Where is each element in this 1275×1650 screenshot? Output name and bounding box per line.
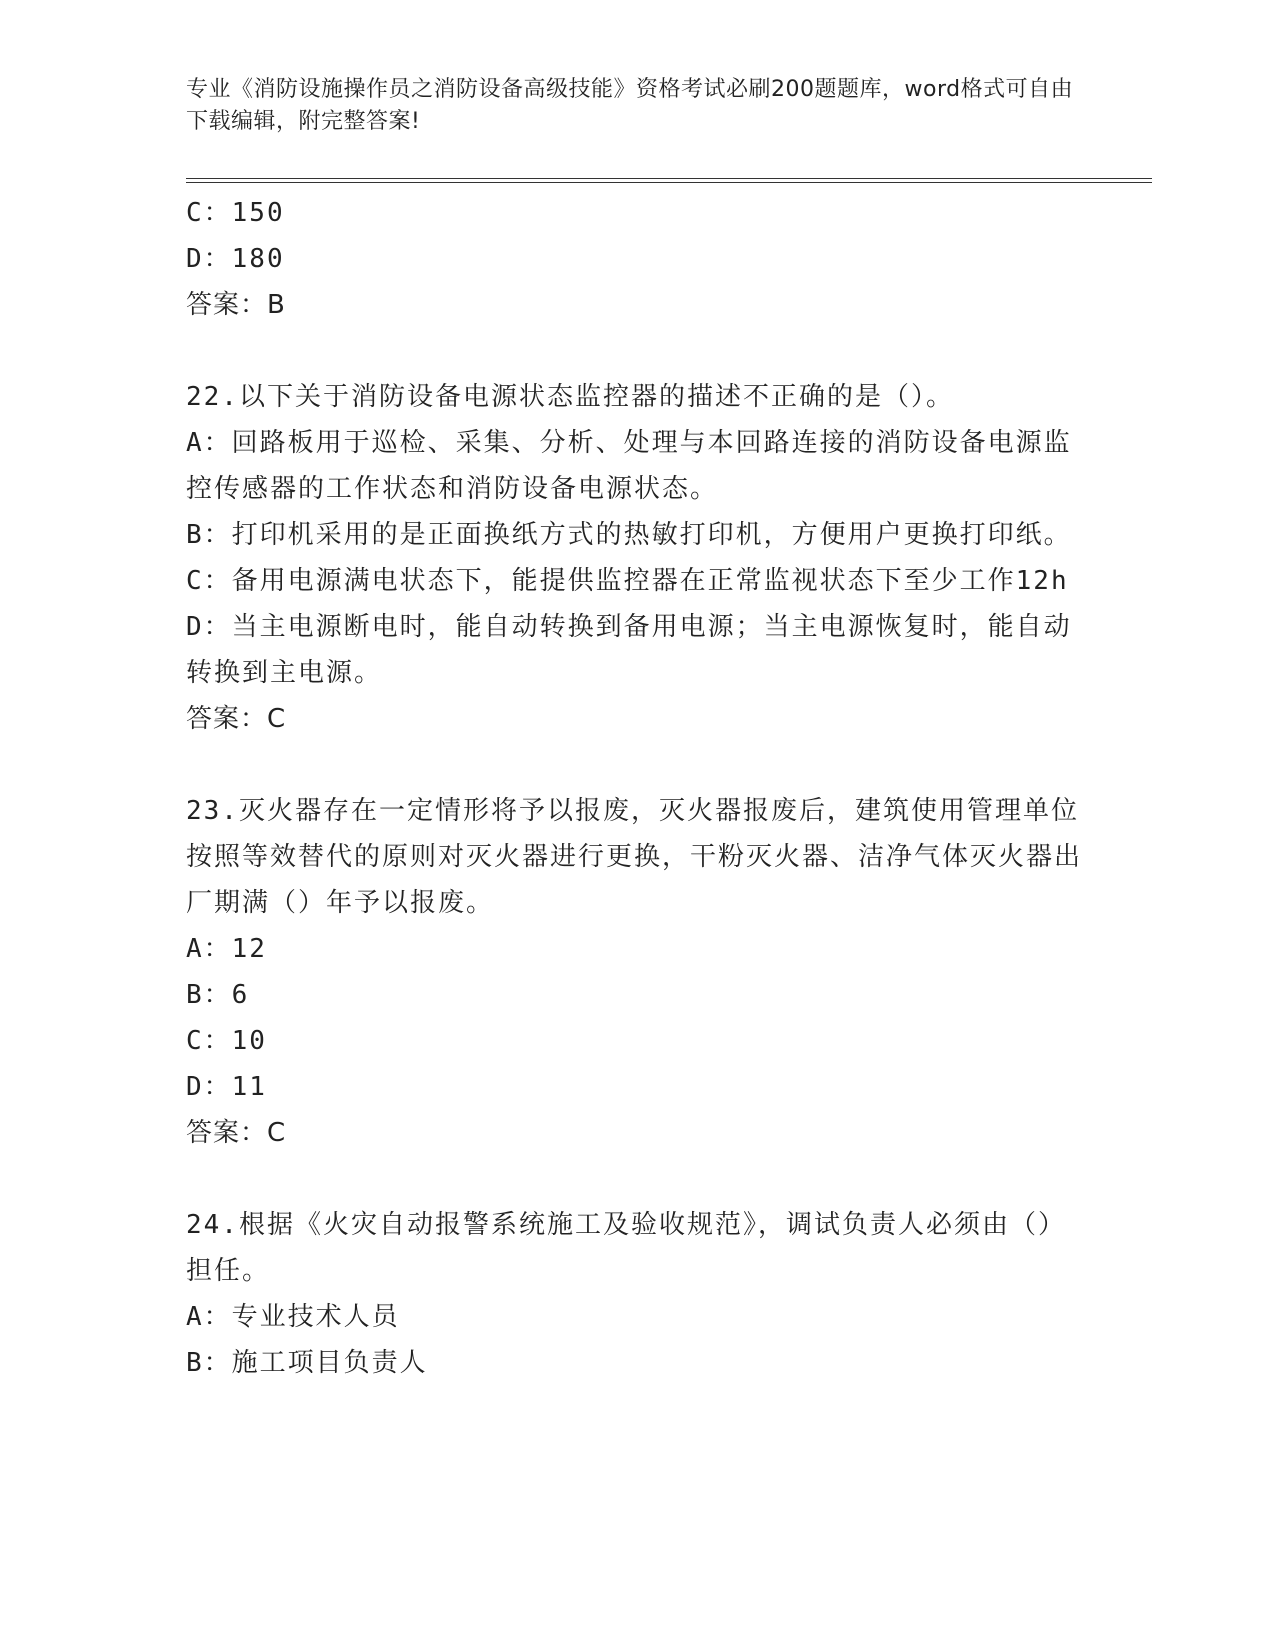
question-23	[186, 788, 1086, 1156]
answer-line: 答案：C	[186, 1118, 287, 1148]
option-d: D：当主电源断电时，能自动转换到备用电源；当主电源恢复时，能自动转换到主电源。	[186, 612, 1072, 688]
option-b: B：打印机采用的是正面换纸方式的热敏打印机，方便用户更换打印纸。	[186, 520, 1072, 550]
option-a: A：12	[186, 934, 267, 964]
option-b: B：施工项目负责人	[186, 1348, 428, 1378]
question-24	[186, 1202, 1086, 1386]
question-22	[186, 374, 1086, 742]
option-c: C：备用电源满电状态下，能提供监控器在正常监视状态下至少工作12h	[186, 566, 1069, 596]
option-c: C：10	[186, 1026, 267, 1056]
spacer	[186, 742, 1086, 788]
question-content	[186, 190, 1086, 1386]
header-divider-secondary	[186, 182, 1152, 183]
header-divider	[186, 178, 1152, 179]
option-d: D：180	[186, 244, 285, 274]
option-a: A：回路板用于巡检、采集、分析、处理与本回路连接的消防设备电源监控传感器的工作状态和消防设备电源状态。	[186, 428, 1072, 504]
prev-question-tail	[186, 190, 1086, 328]
answer-line: 答案：B	[186, 290, 286, 320]
spacer	[186, 328, 1086, 374]
option-d: D：11	[186, 1072, 267, 1102]
spacer	[186, 1156, 1086, 1202]
page-header: 专业《消防设施操作员之消防设备高级技能》资格考试必刷200题题库，word格式可自由下载编辑，附完整答案!	[186, 77, 1074, 134]
answer-line: 答案：C	[186, 704, 287, 734]
question-text: 22.以下关于消防设备电源状态监控器的描述不正确的是（）。	[186, 382, 954, 412]
option-a: A：专业技术人员	[186, 1302, 400, 1332]
question-text: 23.灭火器存在一定情形将予以报废，灭火器报废后，建筑使用管理单位按照等效替代的原则对灭火器进行更换，干粉灭火器、洁净气体灭火器出厂期满（）年予以报废。	[186, 796, 1083, 918]
option-b: B：6	[186, 980, 250, 1010]
option-c: C：150	[186, 198, 285, 228]
question-text: 24.根据《火灾自动报警系统施工及验收规范》，调试负责人必须由（）担任。	[186, 1210, 1066, 1286]
